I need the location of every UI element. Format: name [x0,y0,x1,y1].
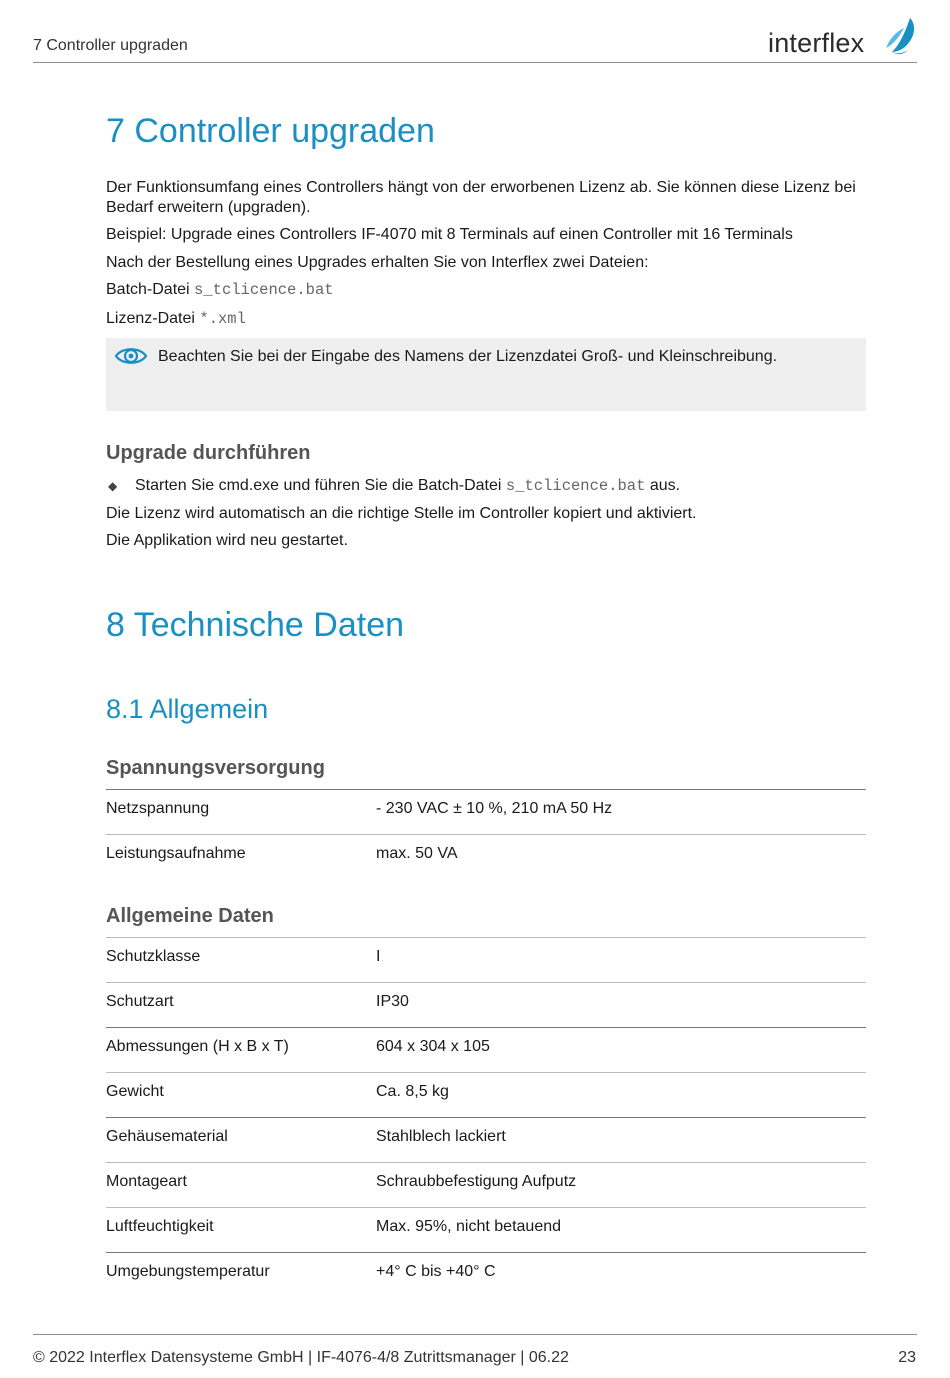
table-label: Schutzklasse [106,948,201,965]
table-value: Max. 95%, nicht betauend [376,1218,562,1235]
license-file-line [106,309,866,329]
table-rule [106,937,866,938]
batch-file-label: Batch-Datei [106,281,190,298]
license-file-label: Lizenz-Datei [106,310,195,327]
butterfly-logo-icon [882,16,918,56]
table-value: IP30 [376,993,409,1010]
table-label: Luftfeuchtigkeit [106,1218,214,1235]
table-rule [106,834,866,835]
step-text-before: Starten Sie cmd.exe und führen Sie die Batch-Datei [135,477,502,494]
running-header: 7 Controller upgraden [33,37,188,54]
section-8-heading: 8 Technische Daten [106,606,405,644]
table-value: - 230 VAC ± 10 %, 210 mA 50 Hz [376,800,613,817]
table-rule [106,789,866,790]
step-text-after: aus. [649,477,681,494]
table-label: Gehäusematerial [106,1128,228,1145]
license-file-name: *.xml [199,310,246,328]
table-value: max. 50 VA [376,845,458,862]
logo-wordmark: interflex [768,28,865,58]
note-text: Beachten Sie bei der Eingabe des Namens der Lizenzdatei Groß- und Kleinschreibung. [158,348,778,365]
table-label: Umgebungstemperatur [106,1263,270,1280]
page-number: 23 [898,1349,916,1366]
table-label: Montageart [106,1173,187,1190]
footer-copyright: © 2022 Interflex Datensysteme GmbH | IF-4076-4/8 Zutrittsmanager | 06.22 [33,1349,569,1366]
table-value: Stahlblech lackiert [376,1128,506,1145]
general-data-heading: Allgemeine Daten [106,905,274,927]
interflex-logo [768,16,918,60]
example-paragraph: Beispiel: Upgrade eines Controllers IF-4070 mit 8 Terminals auf einen Controller mit 16 Terminals [106,226,793,243]
table-rule [106,1072,866,1073]
power-supply-heading: Spannungsversorgung [106,757,325,779]
table-rule [106,982,866,983]
table-value: +4° C bis +40° C [376,1263,496,1280]
table-rule [106,1117,866,1118]
intro-paragraph: Der Funktionsumfang eines Controllers hängt von der erworbenen Lizenz ab. Sie können diese Lizenz bei Bedarf erweitern (upgraden). [106,179,856,216]
upgrade-step [135,476,865,496]
eye-icon [114,344,148,368]
table-value: 604 x 304 x 105 [376,1038,490,1055]
upgrade-heading: Upgrade durchführen [106,442,311,464]
order-paragraph: Nach der Bestellung eines Upgrades erhalten Sie von Interflex zwei Dateien: [106,254,649,271]
result-paragraph-1: Die Lizenz wird automatisch an die richtige Stelle im Controller kopiert und aktiviert. [106,505,697,522]
note-box [106,338,866,411]
table-label: Leistungsaufnahme [106,845,246,862]
batch-file-name: s_tclicence.bat [194,281,334,299]
section-7-heading: 7 Controller upgraden [106,112,435,150]
table-rule [106,1207,866,1208]
table-rule [106,1162,866,1163]
table-label: Gewicht [106,1083,164,1100]
table-value: Schraubbefestigung Aufputz [376,1173,577,1190]
step-file-name: s_tclicence.bat [505,477,646,495]
batch-file-line [106,280,866,300]
table-label: Netzspannung [106,800,210,817]
footer-divider [33,1334,917,1335]
table-value: Ca. 8,5 kg [376,1083,449,1100]
bullet-diamond: ◆ [108,479,118,493]
table-rule [106,1027,866,1028]
table-label: Schutzart [106,993,174,1010]
table-value: I [376,948,381,965]
table-rule [106,1252,866,1253]
result-paragraph-2: Die Applikation wird neu gestartet. [106,532,348,549]
header-divider [33,62,917,63]
section-8-1-heading: 8.1 Allgemein [106,694,269,724]
table-label: Abmessungen (H x B x T) [106,1038,289,1055]
